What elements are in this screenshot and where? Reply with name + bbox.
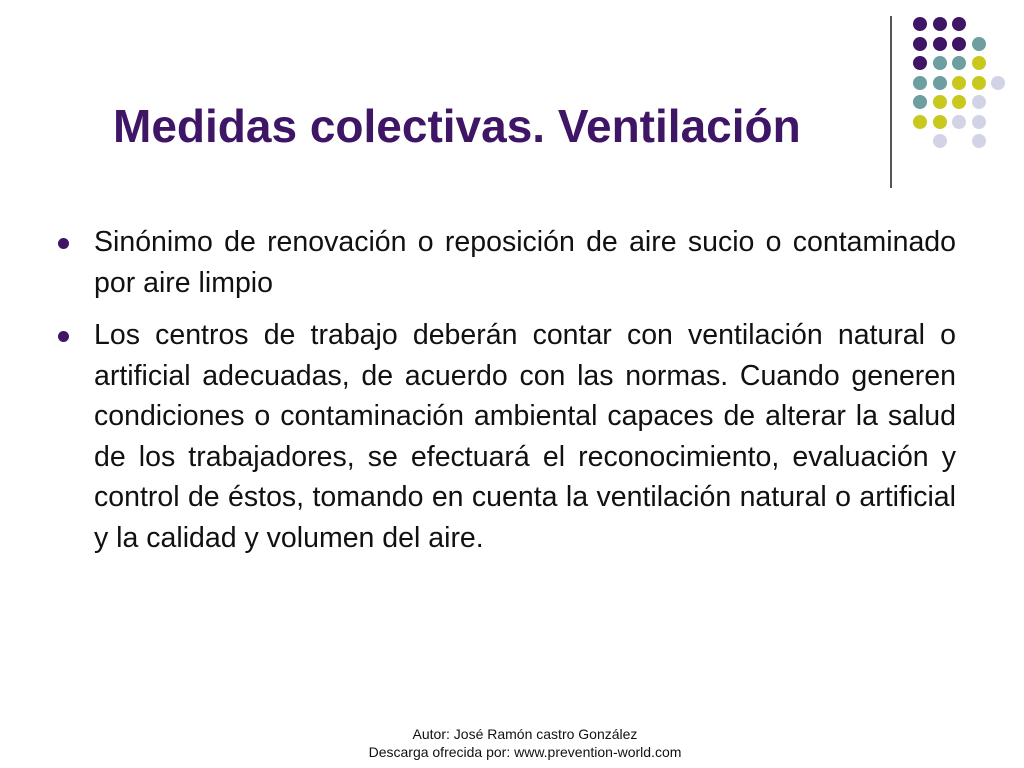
decorative-dot-lime: [972, 56, 986, 70]
slide-title: Medidas colectivas. Ventilación: [113, 100, 801, 152]
decorative-dot-purple: [952, 37, 966, 51]
decorative-dot-teal: [913, 95, 927, 109]
decorative-dot-purple: [913, 37, 927, 51]
decorative-dot-lavender: [991, 76, 1005, 90]
footer: [0, 725, 1024, 761]
decorative-dot-lime: [913, 115, 927, 129]
decorative-dot-teal: [952, 56, 966, 70]
footer-author: Autor: José Ramón castro González: [412, 726, 638, 742]
decorative-dot-lavender: [972, 95, 986, 109]
decorative-dot-lavender: [952, 115, 966, 129]
decorative-dot-purple: [933, 37, 947, 51]
bullet-item: [52, 222, 956, 303]
bullet-dot-icon: [58, 238, 69, 249]
vertical-divider: [890, 16, 892, 188]
decorative-dot-lavender: [972, 134, 986, 148]
decorative-dot-lime: [933, 115, 947, 129]
decorative-dot-teal: [972, 37, 986, 51]
footer-download-credit: Descarga ofrecida por: www.prevention-world.com: [368, 744, 682, 760]
decorative-dot-lavender: [972, 115, 986, 129]
decorative-dot-teal: [913, 76, 927, 90]
decorative-dot-purple: [913, 56, 927, 70]
decorative-dot-purple: [913, 17, 927, 31]
bullet-list: [52, 222, 956, 570]
decorative-dot-teal: [933, 76, 947, 90]
decorative-dot-lime: [952, 95, 966, 109]
decorative-dot-purple: [952, 17, 966, 31]
decorative-dot-purple: [933, 17, 947, 31]
bullet-text: Sinónimo de renovación o reposición de aire sucio o contaminado por aire limpio: [94, 226, 956, 299]
bullet-text: Los centros de trabajo deberán contar con ventilación natural o artificial adecuadas, de acuerdo con las normas. Cuando generen condiciones o contaminación ambiental capaces de alterar la salud de los trabajadores, se efectuará el reconocimiento, evaluación y control de éstos, tomando en cuenta la ventilación natural o artificial y la calidad y volumen del aire.: [94, 319, 956, 554]
decorative-dot-lime: [952, 76, 966, 90]
bullet-item: [52, 315, 956, 558]
decorative-dot-teal: [933, 56, 947, 70]
decorative-dot-lavender: [933, 134, 947, 148]
decorative-dot-lime: [972, 76, 986, 90]
decorative-dot-lime: [933, 95, 947, 109]
bullet-dot-icon: [58, 331, 69, 342]
